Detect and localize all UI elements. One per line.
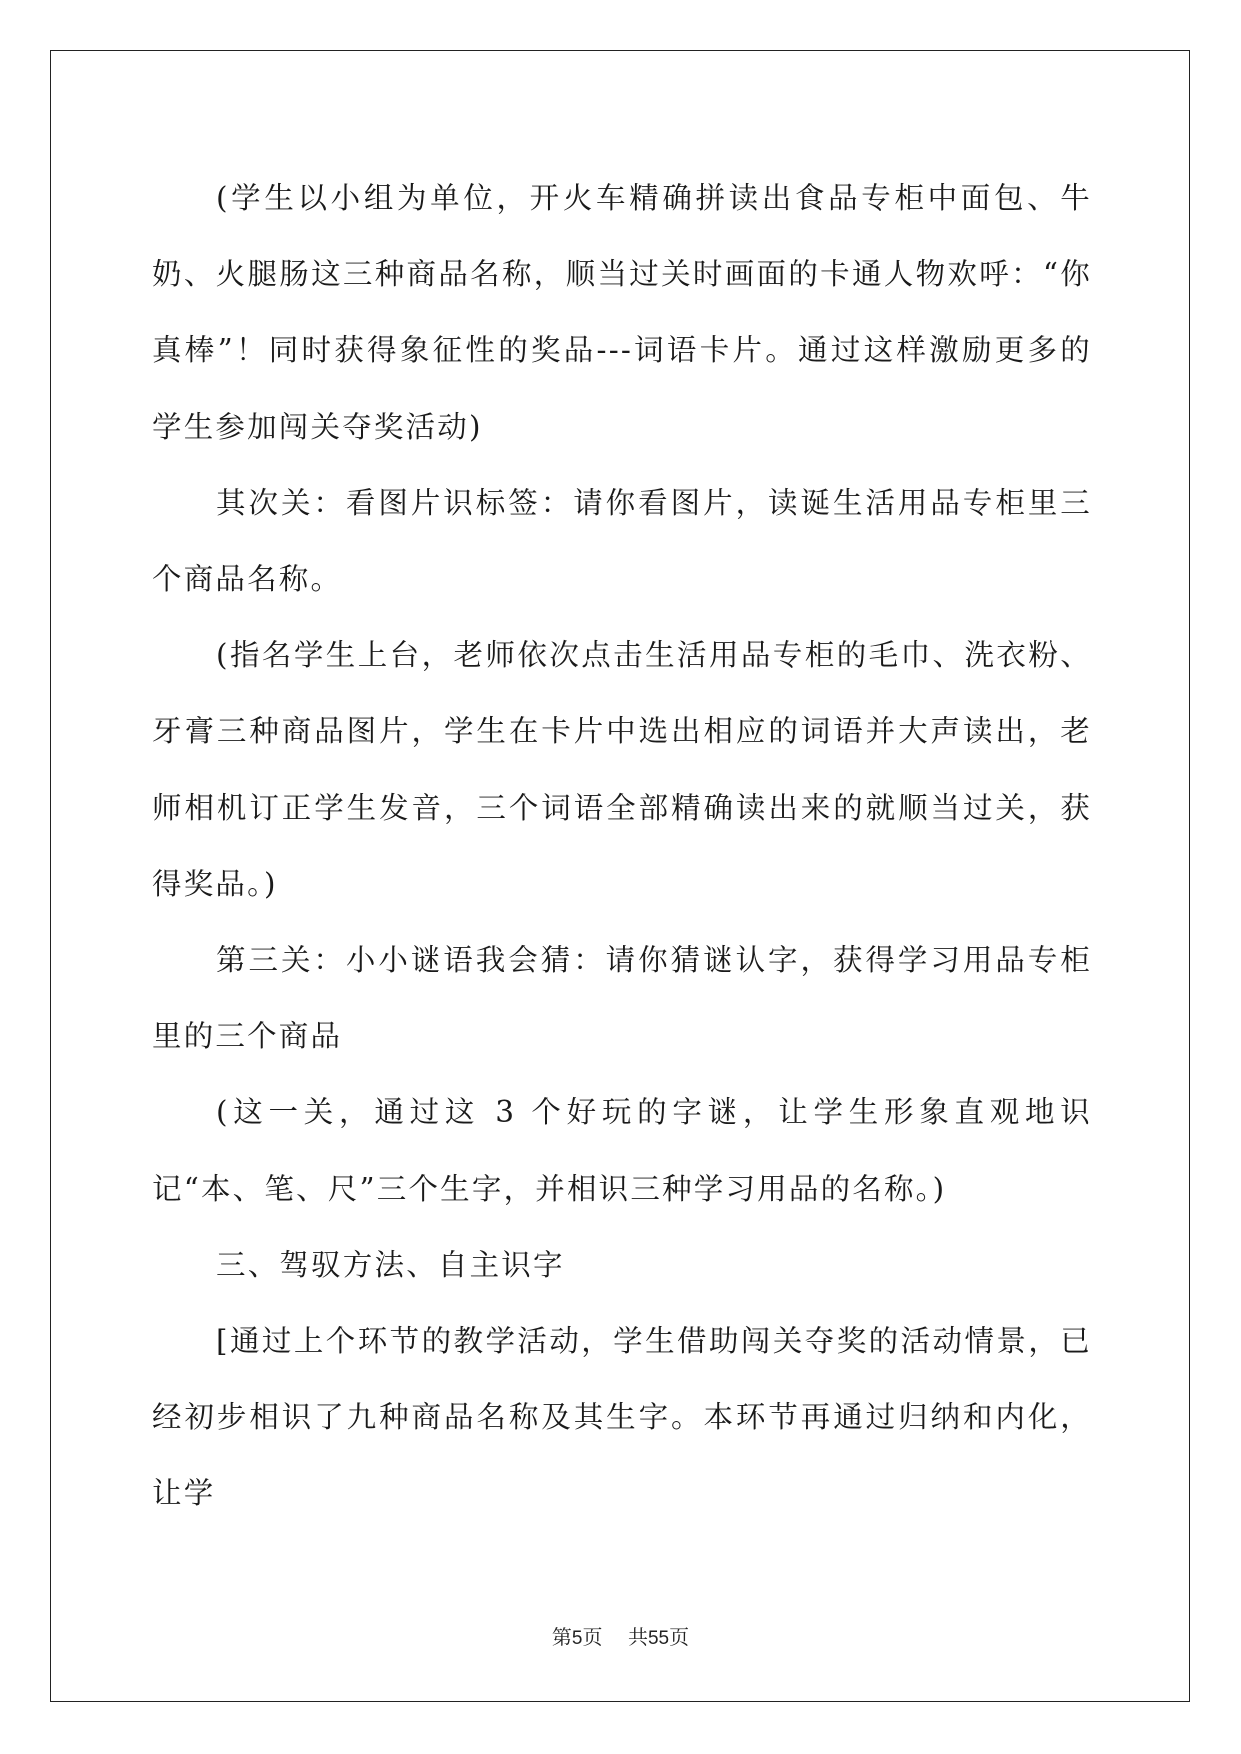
paragraph-activity-1: (学生以小组为单位，开火车精确拼读出食品专柜中面包、牛奶、火腿肠这三种商品名称，顺当过关时画面的卡通人物欢呼：“你真棒”！同时获得象征性的奖品---词语卡片。通过这样激励更多的学生参加闯关夺奖活动)	[152, 181, 1092, 444]
footer-page-number: 5	[571, 1628, 583, 1649]
document-body	[152, 160, 1092, 1532]
footer-page-prefix: 第	[551, 1625, 572, 1649]
paragraph-level-2: 其次关：看图片识标签：请你看图片，读诞生活用品专柜里三个商品名称。	[152, 485, 1092, 597]
paragraph-section-intro: [通过上个环节的教学活动，学生借助闯关夺奖的活动情景，已经初步相识了九种商品名称及其生字。本环节再通过归纳和内化，让学	[152, 1324, 1092, 1511]
section-heading: 三、驾驭方法、自主识字	[216, 1247, 565, 1282]
page-footer	[0, 1625, 1241, 1651]
paragraph-activity-3: (这一关，通过这 3 个好玩的字谜，让学生形象直观地识记“本、笔、尺”三个生字，并相识三种学习用品的名称。)	[152, 1095, 1092, 1206]
paragraph-level-3: 第三关：小小谜语我会猜：请你猜谜认字，获得学习用品专柜里的三个商品	[152, 943, 1092, 1054]
footer-total-prefix: 共	[627, 1625, 648, 1649]
footer-page-suffix: 页	[582, 1625, 603, 1649]
footer-total-suffix: 页	[669, 1625, 690, 1649]
footer-total-pages: 55	[647, 1628, 670, 1649]
paragraph-activity-2: (指名学生上台，老师依次点击生活用品专柜的毛巾、洗衣粉、牙膏三种商品图片，学生在卡片中选出相应的词语并大声读出，老师相机订正学生发音，三个词语全部精确读出来的就顺当过关，获得奖品。)	[152, 638, 1092, 901]
